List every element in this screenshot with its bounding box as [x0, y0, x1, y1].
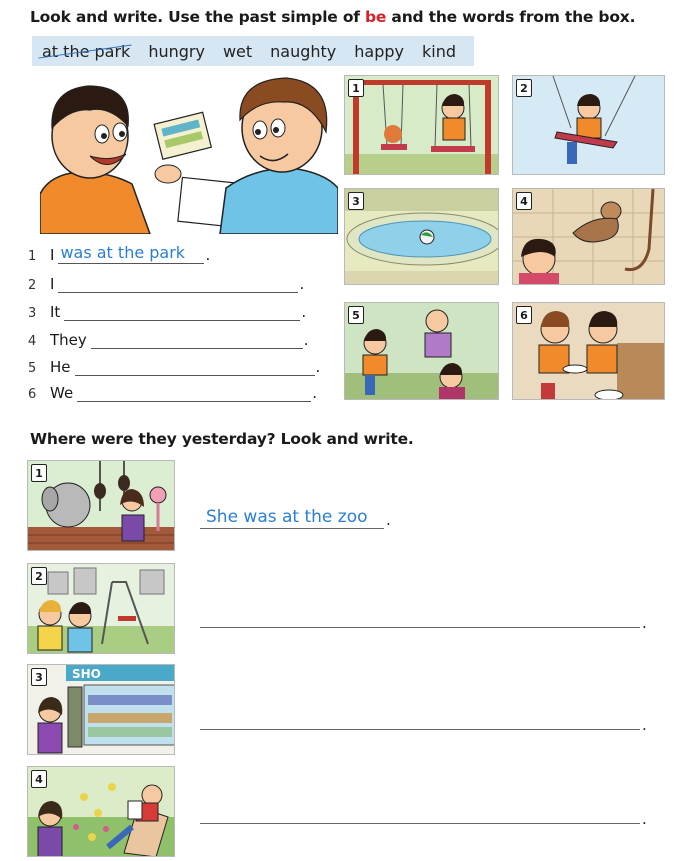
picture-panel-1: [344, 75, 499, 175]
zoo-picture: [27, 460, 175, 551]
sentence-period: .: [642, 716, 647, 734]
answer-line-2[interactable]: [200, 627, 640, 628]
garden-picture: [27, 766, 175, 857]
answer-line[interactable]: [64, 305, 300, 321]
handwritten-answer: She was at the zoo: [206, 507, 368, 527]
word-wet: wet: [222, 41, 253, 61]
answer-line[interactable]: [91, 333, 303, 349]
exercise2-instruction: Where were they yesterday? Look and write.: [30, 430, 414, 448]
sentence-period: .: [386, 511, 391, 529]
sentence-3: [28, 303, 306, 321]
answer-line-4[interactable]: [200, 823, 640, 824]
sentence-period: .: [315, 358, 321, 376]
sentence-5: [28, 358, 320, 376]
panel-number: 4: [516, 192, 532, 210]
sentence-6: [28, 384, 317, 402]
answer-line[interactable]: [75, 360, 315, 376]
garden-illustration: [28, 767, 175, 857]
sentence-subject: It: [50, 303, 61, 321]
picture-panel-6: [512, 302, 665, 400]
swing-scene-illustration: [345, 76, 499, 175]
panel-number: 6: [516, 306, 532, 324]
word-kind: kind: [422, 41, 457, 61]
boys-with-ticket-illustration: [40, 76, 338, 234]
panel-number: 1: [348, 79, 364, 97]
sentence-subject: He: [50, 358, 71, 376]
playground-picture: [27, 563, 175, 654]
sentence-period: .: [299, 275, 305, 293]
instruction-text-end: and the words from the box.: [386, 8, 636, 26]
item-number: 4: [31, 770, 47, 788]
picture-panel-3: [344, 188, 499, 285]
zoo-answer-area[interactable]: [200, 507, 390, 529]
sentence-subject: They: [50, 331, 87, 349]
answer-line-3[interactable]: [200, 729, 640, 730]
picture-panel-4: [512, 188, 665, 285]
answer-line[interactable]: [77, 386, 311, 402]
sentence-number: 4: [28, 334, 37, 349]
exercise1-instruction: [30, 8, 635, 26]
panel-number: 5: [348, 306, 364, 324]
item-number: 1: [31, 464, 47, 482]
word-box: [32, 36, 474, 66]
boys-eating-illustration: [513, 303, 665, 400]
word-hungry: hungry: [148, 41, 205, 61]
handwritten-answer: was at the park: [60, 243, 186, 262]
answer-line[interactable]: [58, 243, 204, 264]
picture-panel-2: [512, 75, 665, 175]
sentence-subject: We: [50, 384, 74, 402]
sentence-1: [28, 243, 211, 264]
sentence-number: 5: [28, 361, 37, 376]
sentence-period: .: [312, 384, 317, 402]
sentence-subject: I: [50, 246, 55, 264]
sentence-period: .: [303, 331, 309, 349]
answer-line[interactable]: [58, 277, 298, 293]
sentence-period: .: [642, 614, 647, 632]
sentence-period: .: [642, 810, 647, 828]
word-at-the-park: at the park: [42, 41, 131, 61]
naughty-kids-illustration: [345, 303, 499, 400]
boy-on-swing-illustration: [513, 76, 665, 175]
panel-number: 3: [348, 192, 364, 210]
panel-number: 2: [516, 79, 532, 97]
sentence-number: 6: [28, 387, 37, 402]
sentence-subject: I: [50, 275, 55, 293]
monkey-scene-illustration: [513, 189, 665, 285]
sentence-number: 1: [28, 249, 37, 264]
word-naughty: naughty: [270, 41, 337, 61]
shop-sign-text: SHO: [72, 667, 101, 681]
word-happy: happy: [354, 41, 404, 61]
instruction-text: Look and write. Use the past simple of: [30, 8, 366, 26]
sentence-2: [28, 275, 304, 293]
sentence-period: .: [301, 303, 307, 321]
picture-panel-5: [344, 302, 499, 400]
sentence-period: .: [205, 246, 211, 264]
sentence-4: [28, 331, 309, 349]
playground-illustration: [28, 564, 175, 654]
instruction-highlight: be: [365, 8, 387, 26]
item-number: 2: [31, 567, 47, 585]
shop-picture: [27, 664, 175, 755]
answer-line: [200, 528, 384, 529]
sentence-number: 3: [28, 306, 37, 321]
shop-illustration: [28, 665, 175, 755]
item-number: 3: [31, 668, 47, 686]
zoo-illustration: [28, 461, 175, 551]
sentence-number: 2: [28, 278, 37, 293]
pool-illustration: [345, 189, 499, 285]
